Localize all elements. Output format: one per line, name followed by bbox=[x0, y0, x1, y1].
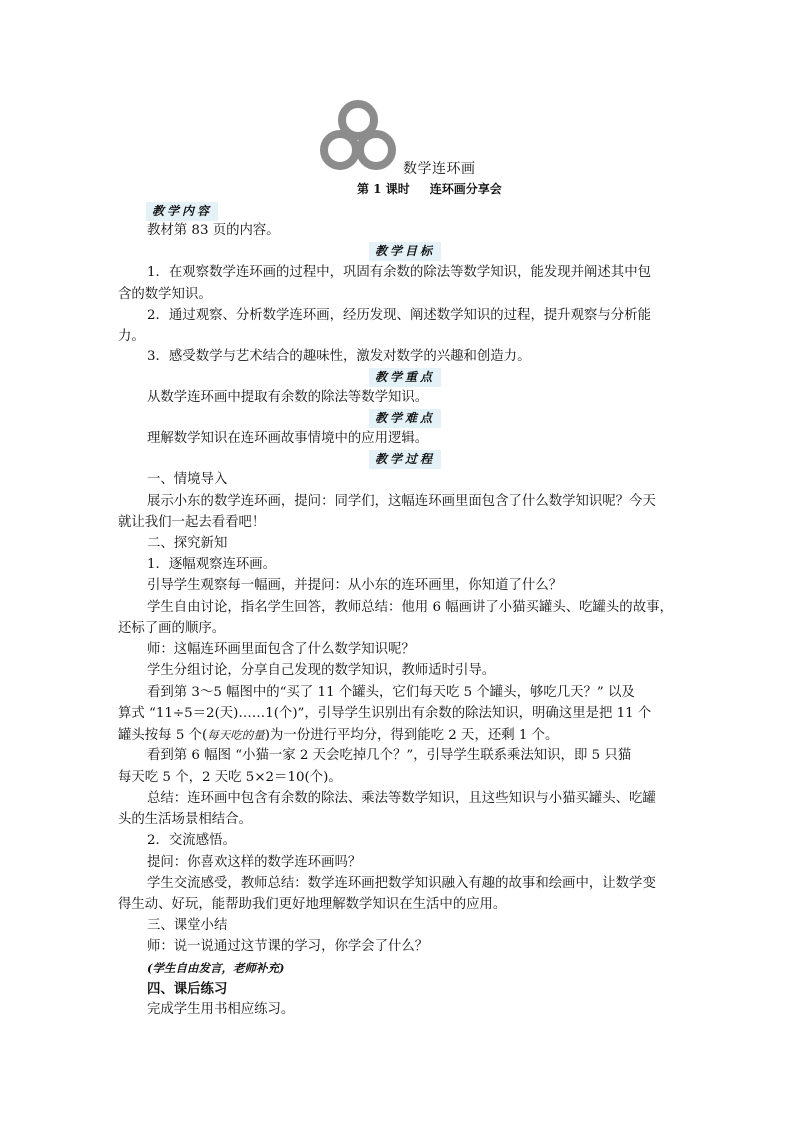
section-heading-content: 教学内容 bbox=[146, 202, 218, 221]
section-heading-process: 教学过程 bbox=[369, 450, 441, 469]
goal-1-line-1: 1．在观察数学连环画的过程中，巩固有余数的除法等数学知识，能发现并阐述其中包 bbox=[147, 265, 651, 280]
sub-step-1: 1．逐幅观察连环画。 bbox=[147, 557, 277, 572]
section-heading-key: 教学重点 bbox=[369, 368, 441, 387]
sub-step-2: 2．交流感悟。 bbox=[147, 833, 236, 848]
para-reflect: 师：说一说通过这节课的学习，你学会了什么？ bbox=[147, 939, 429, 954]
para-discuss-line-2: 还标了画的顺序。 bbox=[118, 621, 226, 636]
para-guide: 引导学生观察每一幅画，并提问：从小东的连环画里，你知道了什么？ bbox=[147, 578, 563, 593]
para-division-line-3 bbox=[118, 725, 678, 746]
para-homework: 完成学生用书相应练习。 bbox=[147, 1002, 295, 1017]
key-text: 从数学连环画中提取有余数的除法等数学知识。 bbox=[147, 390, 429, 405]
lesson-label: 第 1 课时 bbox=[357, 182, 410, 196]
para-share-line-2: 得生动、好玩，能帮助我们更好地理解数学知识在生活中的应用。 bbox=[118, 897, 507, 912]
division-line-3-start: 罐头按每 5 个( bbox=[118, 728, 208, 743]
section-heading-difficulty: 教学难点 bbox=[369, 409, 441, 428]
para-division-line-1: 看到第 3～5 幅图中的“买了 11 个罐头，它们每天吃 5 个罐头，够吃几天？” 以及 bbox=[147, 685, 635, 700]
para-share-line-1: 学生交流感受，教师总结：数学连环画把数学知识融入有趣的故事和绘画中，让数学变 bbox=[147, 876, 656, 891]
para-intro-line-2: 就让我们一起去看看吧！ bbox=[118, 515, 266, 530]
lesson-subtitle bbox=[357, 180, 502, 197]
para-intro-line-1: 展示小东的数学连环画，提问：同学们，这幅连环画里面包含了什么数学知识呢？今天 bbox=[147, 494, 656, 509]
step-3-heading: 三、课堂小结 bbox=[147, 918, 228, 933]
goal-3: 3．感受数学与艺术结合的趣味性，激发对数学的兴趣和创造力。 bbox=[147, 349, 531, 364]
goal-2-line-2: 力。 bbox=[118, 329, 145, 344]
step-4-heading: 四、课后练习 bbox=[147, 981, 228, 997]
para-summary-line-2: 头的生活场景相结合。 bbox=[118, 812, 252, 827]
difficulty-text: 理解数学知识在连环画故事情境中的应用逻辑。 bbox=[147, 431, 429, 446]
lesson-topic: 连环画分享会 bbox=[429, 182, 502, 196]
para-teacher-question: 师：这幅连环画里面包含了什么数学知识呢？ bbox=[147, 642, 415, 657]
step-2-heading: 二、探究新知 bbox=[147, 536, 228, 551]
goal-1-line-2: 含的数学知识。 bbox=[118, 287, 212, 302]
para-discuss-line-1: 学生自由讨论，指名学生回答，教师总结：他用 6 幅画讲了小猫买罐头、吃罐头的故事， bbox=[147, 600, 673, 615]
para-division-line-2: 算式 “11÷5＝2(天)……1(个)”，引导学生识别出有余数的除法知识，明确这里是把 11 个 bbox=[118, 706, 652, 721]
para-multiply-line-2: 每天吃 5 个，2 天吃 5×2＝10(个)。 bbox=[118, 770, 342, 785]
division-line-3-note: 每天吃的量 bbox=[207, 728, 265, 742]
para-summary-line-1: 总结：连环画中包含有余数的除法、乘法等数学知识，且这些知识与小猫买罐头、吃罐 bbox=[147, 791, 656, 806]
para-group-discuss: 学生分组讨论，分享自己发现的数学知识，教师适时引导。 bbox=[147, 663, 496, 678]
section-heading-goals: 教学目标 bbox=[369, 242, 441, 261]
goal-2-line-1: 2．通过观察、分析数学连环画，经历发现、阐述数学知识的过程，提升观察与分析能 bbox=[147, 308, 651, 323]
division-line-3-end: )为一份进行平均分，得到能吃 2 天，还剩 1 个。 bbox=[264, 728, 559, 743]
step-1-heading: 一、情境导入 bbox=[147, 472, 228, 487]
para-multiply-line-1: 看到第 6 幅图 “小猫一家 2 天会吃掉几个？”，引导学生联系乘法知识，即 5 只猫 bbox=[147, 748, 632, 763]
content-text: 教材第 83 页的内容。 bbox=[147, 223, 280, 238]
para-ask: 提问：你喜欢这样的数学连环画吗？ bbox=[147, 855, 362, 870]
three-rings-icon bbox=[318, 98, 398, 172]
page-title: 数学连环画 bbox=[403, 161, 476, 177]
para-free-speak: (学生自由发言，老师补充) bbox=[147, 961, 285, 975]
